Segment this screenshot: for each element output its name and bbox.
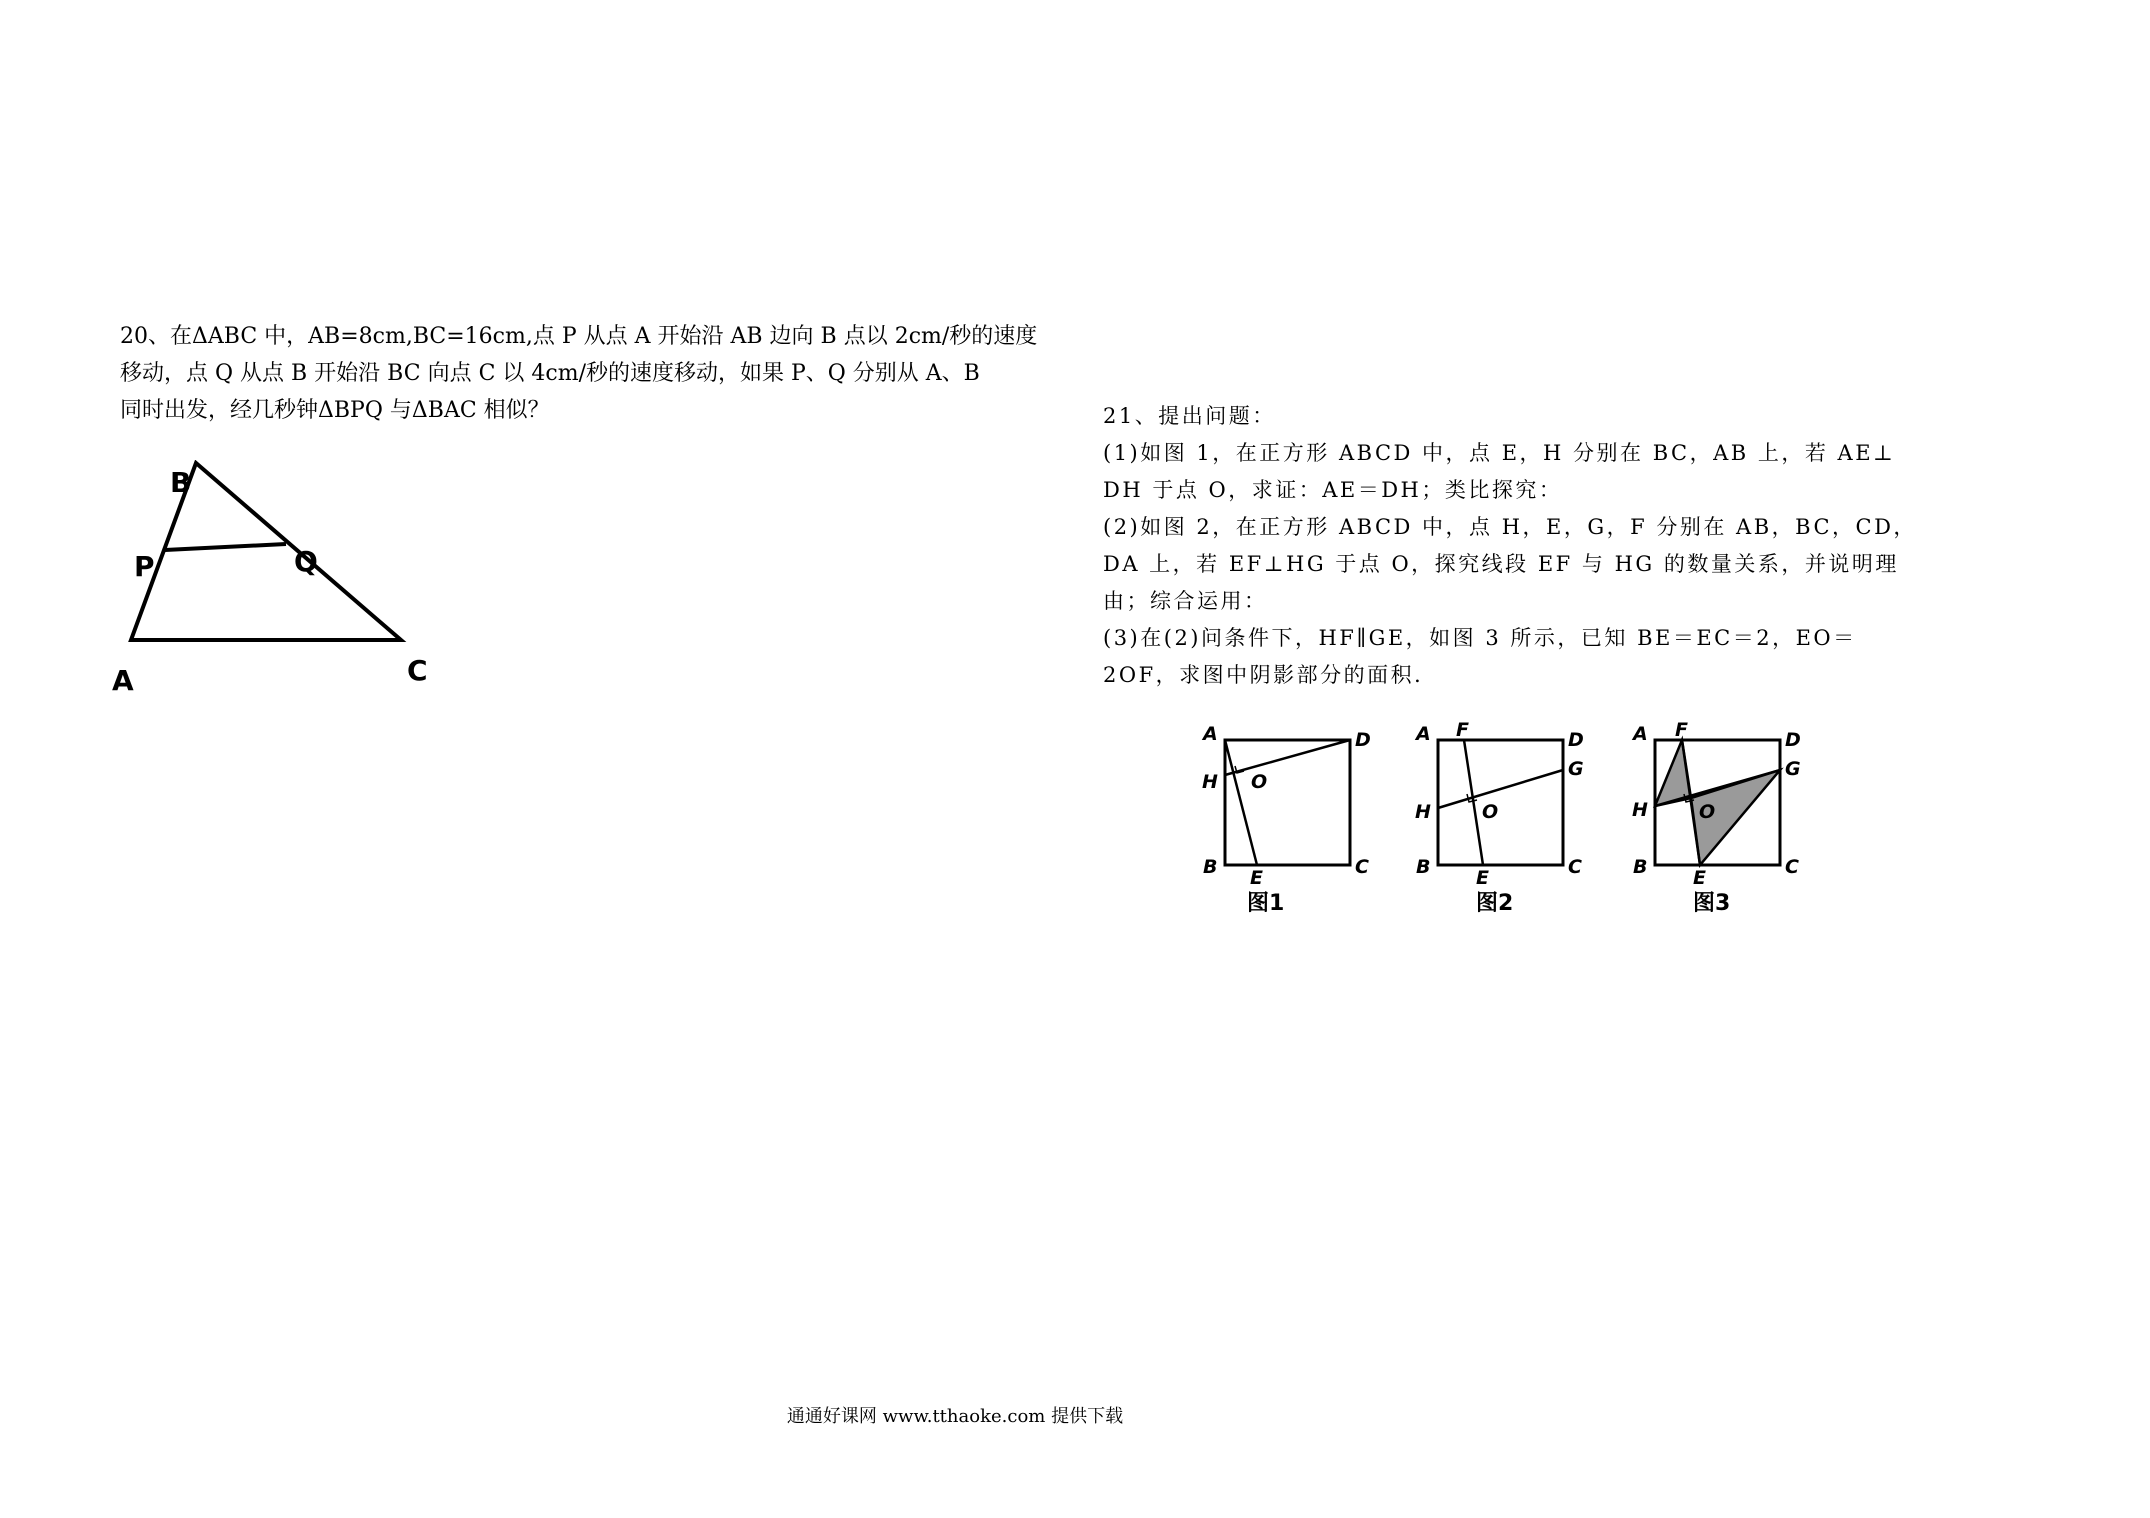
- fig3-label-a: A: [1633, 723, 1648, 745]
- q20-line-3: 同时出发，经几秒钟ΔBPQ 与ΔBAC 相似？: [120, 398, 550, 423]
- fig3-label-c: C: [1785, 856, 1799, 878]
- q21-line-7: (3)在(2)问条件下，HF∥GE，如图 3 所示，已知 BE＝EC＝2，EO＝: [1103, 626, 1857, 650]
- fig1-caption: 图1: [1247, 891, 1285, 916]
- fig2-label-o: O: [1482, 801, 1499, 823]
- q21-line-6: 由；综合运用：: [1103, 589, 1268, 613]
- fig1-label-o: O: [1251, 771, 1268, 793]
- fig2-label-b: B: [1416, 856, 1431, 878]
- fig3-caption: 图3: [1693, 891, 1731, 916]
- label-c: C: [407, 654, 428, 687]
- q20-line-2: 移动，点 Q 从点 B 开始沿 BC 向点 C 以 4cm/秒的速度移动，如果 P、Q 分别从 A、B: [120, 361, 980, 386]
- fig3-label-e: E: [1693, 867, 1706, 889]
- fig2-label-h: H: [1415, 801, 1431, 823]
- fig1-label-a: A: [1203, 723, 1218, 745]
- fig3-label-h: H: [1632, 799, 1648, 821]
- label-q: Q: [294, 545, 318, 578]
- question-21: [1103, 398, 1933, 694]
- q21-line-3: DH 于点 O，求证：AE＝DH；类比探究：: [1103, 478, 1563, 502]
- fig3-label-o: O: [1699, 801, 1716, 823]
- fig3-label-f: F: [1675, 719, 1688, 741]
- fig3-label-g: G: [1785, 758, 1801, 780]
- fig3-label-d: D: [1785, 729, 1801, 751]
- fig2-label-g: G: [1568, 758, 1584, 780]
- segment-ef: [1464, 740, 1483, 865]
- segment-hg: [1438, 770, 1563, 808]
- segment-pq: [165, 544, 286, 550]
- label-p: P: [134, 550, 155, 583]
- q21-line-8: 2OF，求图中阴影部分的面积．: [1103, 663, 1438, 687]
- label-b: B: [170, 466, 192, 499]
- fig2-label-d: D: [1568, 729, 1584, 751]
- fig1-label-b: B: [1203, 856, 1218, 878]
- fig2-label-e: E: [1476, 867, 1489, 889]
- fig2-label-f: F: [1456, 719, 1469, 741]
- q21-line-5: DA 上，若 EF⊥HG 于点 O，探究线段 EF 与 HG 的数量关系，并说明理: [1103, 552, 1899, 576]
- segment-ae: [1225, 740, 1257, 865]
- fig1-label-d: D: [1355, 729, 1371, 751]
- fig1-label-c: C: [1355, 856, 1369, 878]
- fig2-label-a: A: [1416, 723, 1431, 745]
- fig2-caption: 图2: [1476, 891, 1514, 916]
- q21-line-4: (2)如图 2，在正方形 ABCD 中，点 H，E，G，F 分别在 AB，BC，CD，: [1103, 515, 1917, 539]
- q20-line-1: 20、在ΔABC 中，AB=8cm,BC=16cm,点 P 从点 A 开始沿 AB 边向 B 点以 2cm/秒的速度: [120, 324, 1038, 349]
- fig2-label-c: C: [1568, 856, 1582, 878]
- fig1-label-h: H: [1202, 771, 1218, 793]
- triangle-figure: [100, 460, 440, 700]
- q21-line-2: (1)如图 1，在正方形 ABCD 中，点 E，H 分别在 BC，AB 上，若 AE⊥: [1103, 441, 1896, 465]
- label-a: A: [112, 664, 134, 697]
- square-figure-2: [1408, 718, 1608, 918]
- page-footer: 通通好课网 www.tthaoke.com 提供下载: [786, 1406, 1124, 1427]
- segment-dh: [1225, 740, 1350, 775]
- fig3-label-b: B: [1633, 856, 1648, 878]
- question-20: [120, 318, 1038, 429]
- square-figure-3: [1625, 718, 1825, 918]
- q21-line-1: 21、提出问题：: [1103, 404, 1276, 428]
- square-figure-1: [1195, 718, 1395, 918]
- fig1-label-e: E: [1250, 867, 1263, 889]
